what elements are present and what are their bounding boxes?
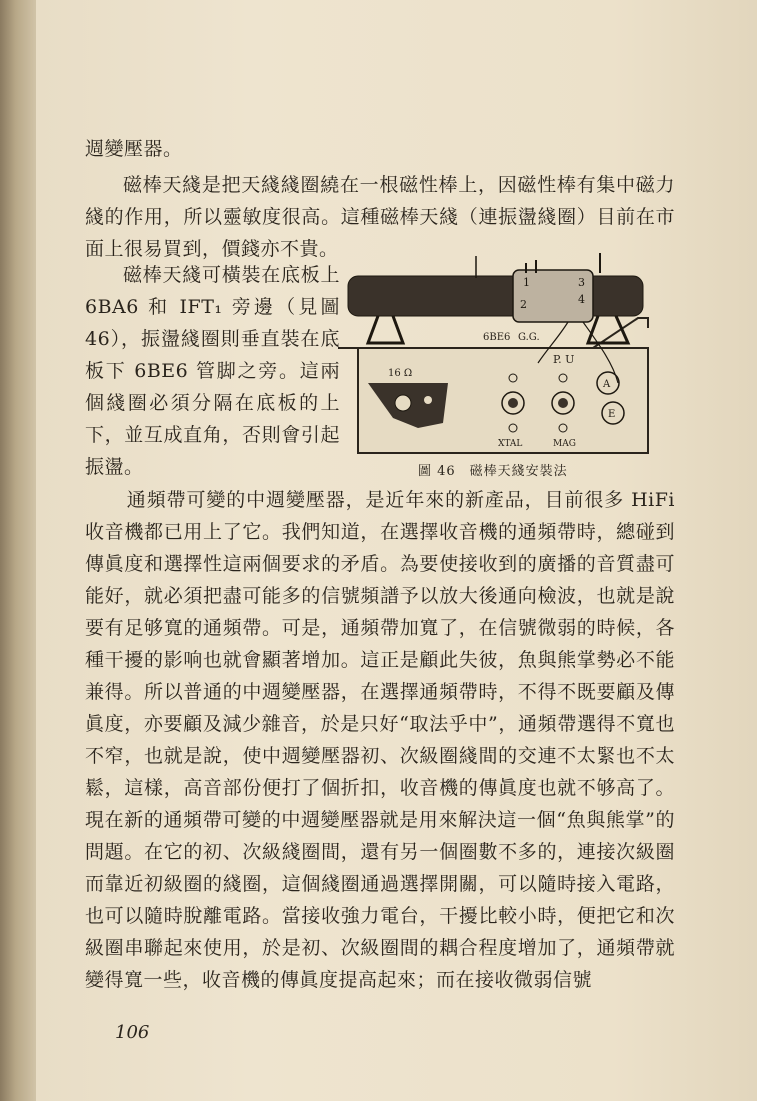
paragraph-4: 通頻帶可變的中週變壓器，是近年來的新產品，目前很多 HiFi 收音機都已用上了它。我們知道，在選擇收音機的通頻帶時，總碰到傳眞度和選擇性這兩個要求的矛盾。為要使接收到的廣播的音質盡可能好，就必須把盡可能多的信號頻譜予以放大後通向檢波，也就是說要有足够寬的通頻帶。可是，通頻帶加寬了，在信號微弱的時候，各種干擾的影响也就會顯著增加。這正是顧此失彼，魚與熊掌勢必不能兼得。所以普通的中週變壓器，在選擇通頻帶時，不得不既要顧及傳眞度，亦要顧及減少雜音，於是只好“取法乎中”，通頻帶選得不寬也不窄，也就是說，使中週變壓器初、次級圈綫間的交連不太緊也不太鬆，這樣，高音部份便打了個折扣，收音機的傳眞度也就不够高了。現在新的通頻帶可變的中週變壓器就是用來解決這一個“魚與熊掌”的問題。在它的初、次級綫圈間，還有另一個圈數不多的，連接次級圈而靠近初級圈的綫圈，這個綫圈通過選擇開關，可以隨時接入電路，也可以隨時脫離電路。當接收強力電台，干擾比較小時，便把它和次級圈串聯起來使用，於是初、次級圈間的耦合程度增加了，通頻帶就變得寬一些，收音機的傳眞度提高起來；而在接收微弱信號 (85, 489, 675, 991)
tube-label: 6BE6 (483, 332, 511, 343)
pu-label: P. U (553, 353, 575, 366)
xtal-label: XTAL (498, 439, 523, 449)
page-number: 106 (115, 1022, 150, 1043)
gg-label: G.G. (518, 332, 540, 343)
a-label: A (603, 379, 611, 390)
paragraph-2: 磁棒天綫是把天綫綫圈繞在一根磁性棒上，因磁性棒有集中磁力綫的作用，所以靈敏度很高。這種磁棒天綫（連振盪綫圈）目前在市面上很易買到，價錢亦不貴。 (85, 174, 675, 260)
book-binding (0, 0, 40, 1101)
coil-label-1: 1 (523, 276, 530, 289)
e-label: E (608, 409, 616, 420)
paragraph-3: 磁棒天綫可橫裝在底板上 6BA6 和 IFT₁ 旁邊（見圖46），振盪綫圈則垂直裝在底板下 6BE6 管脚之旁。這兩個綫圈必須分隔在底板的上下，並互成直角，否則會引起振盪。 (85, 264, 340, 478)
ohm-label: 16 Ω (388, 368, 413, 379)
coil-label-4: 4 (578, 293, 585, 306)
coil-label-3: 3 (578, 276, 585, 289)
figure-caption: 圖 46 磁棒天綫安裝法 (418, 464, 568, 479)
antenna-diagram (338, 248, 658, 458)
figure-46 (338, 248, 668, 488)
paragraph-1: 週變壓器。 (85, 138, 183, 160)
mag-label: MAG (553, 439, 576, 449)
coil-label-2: 2 (520, 298, 527, 311)
